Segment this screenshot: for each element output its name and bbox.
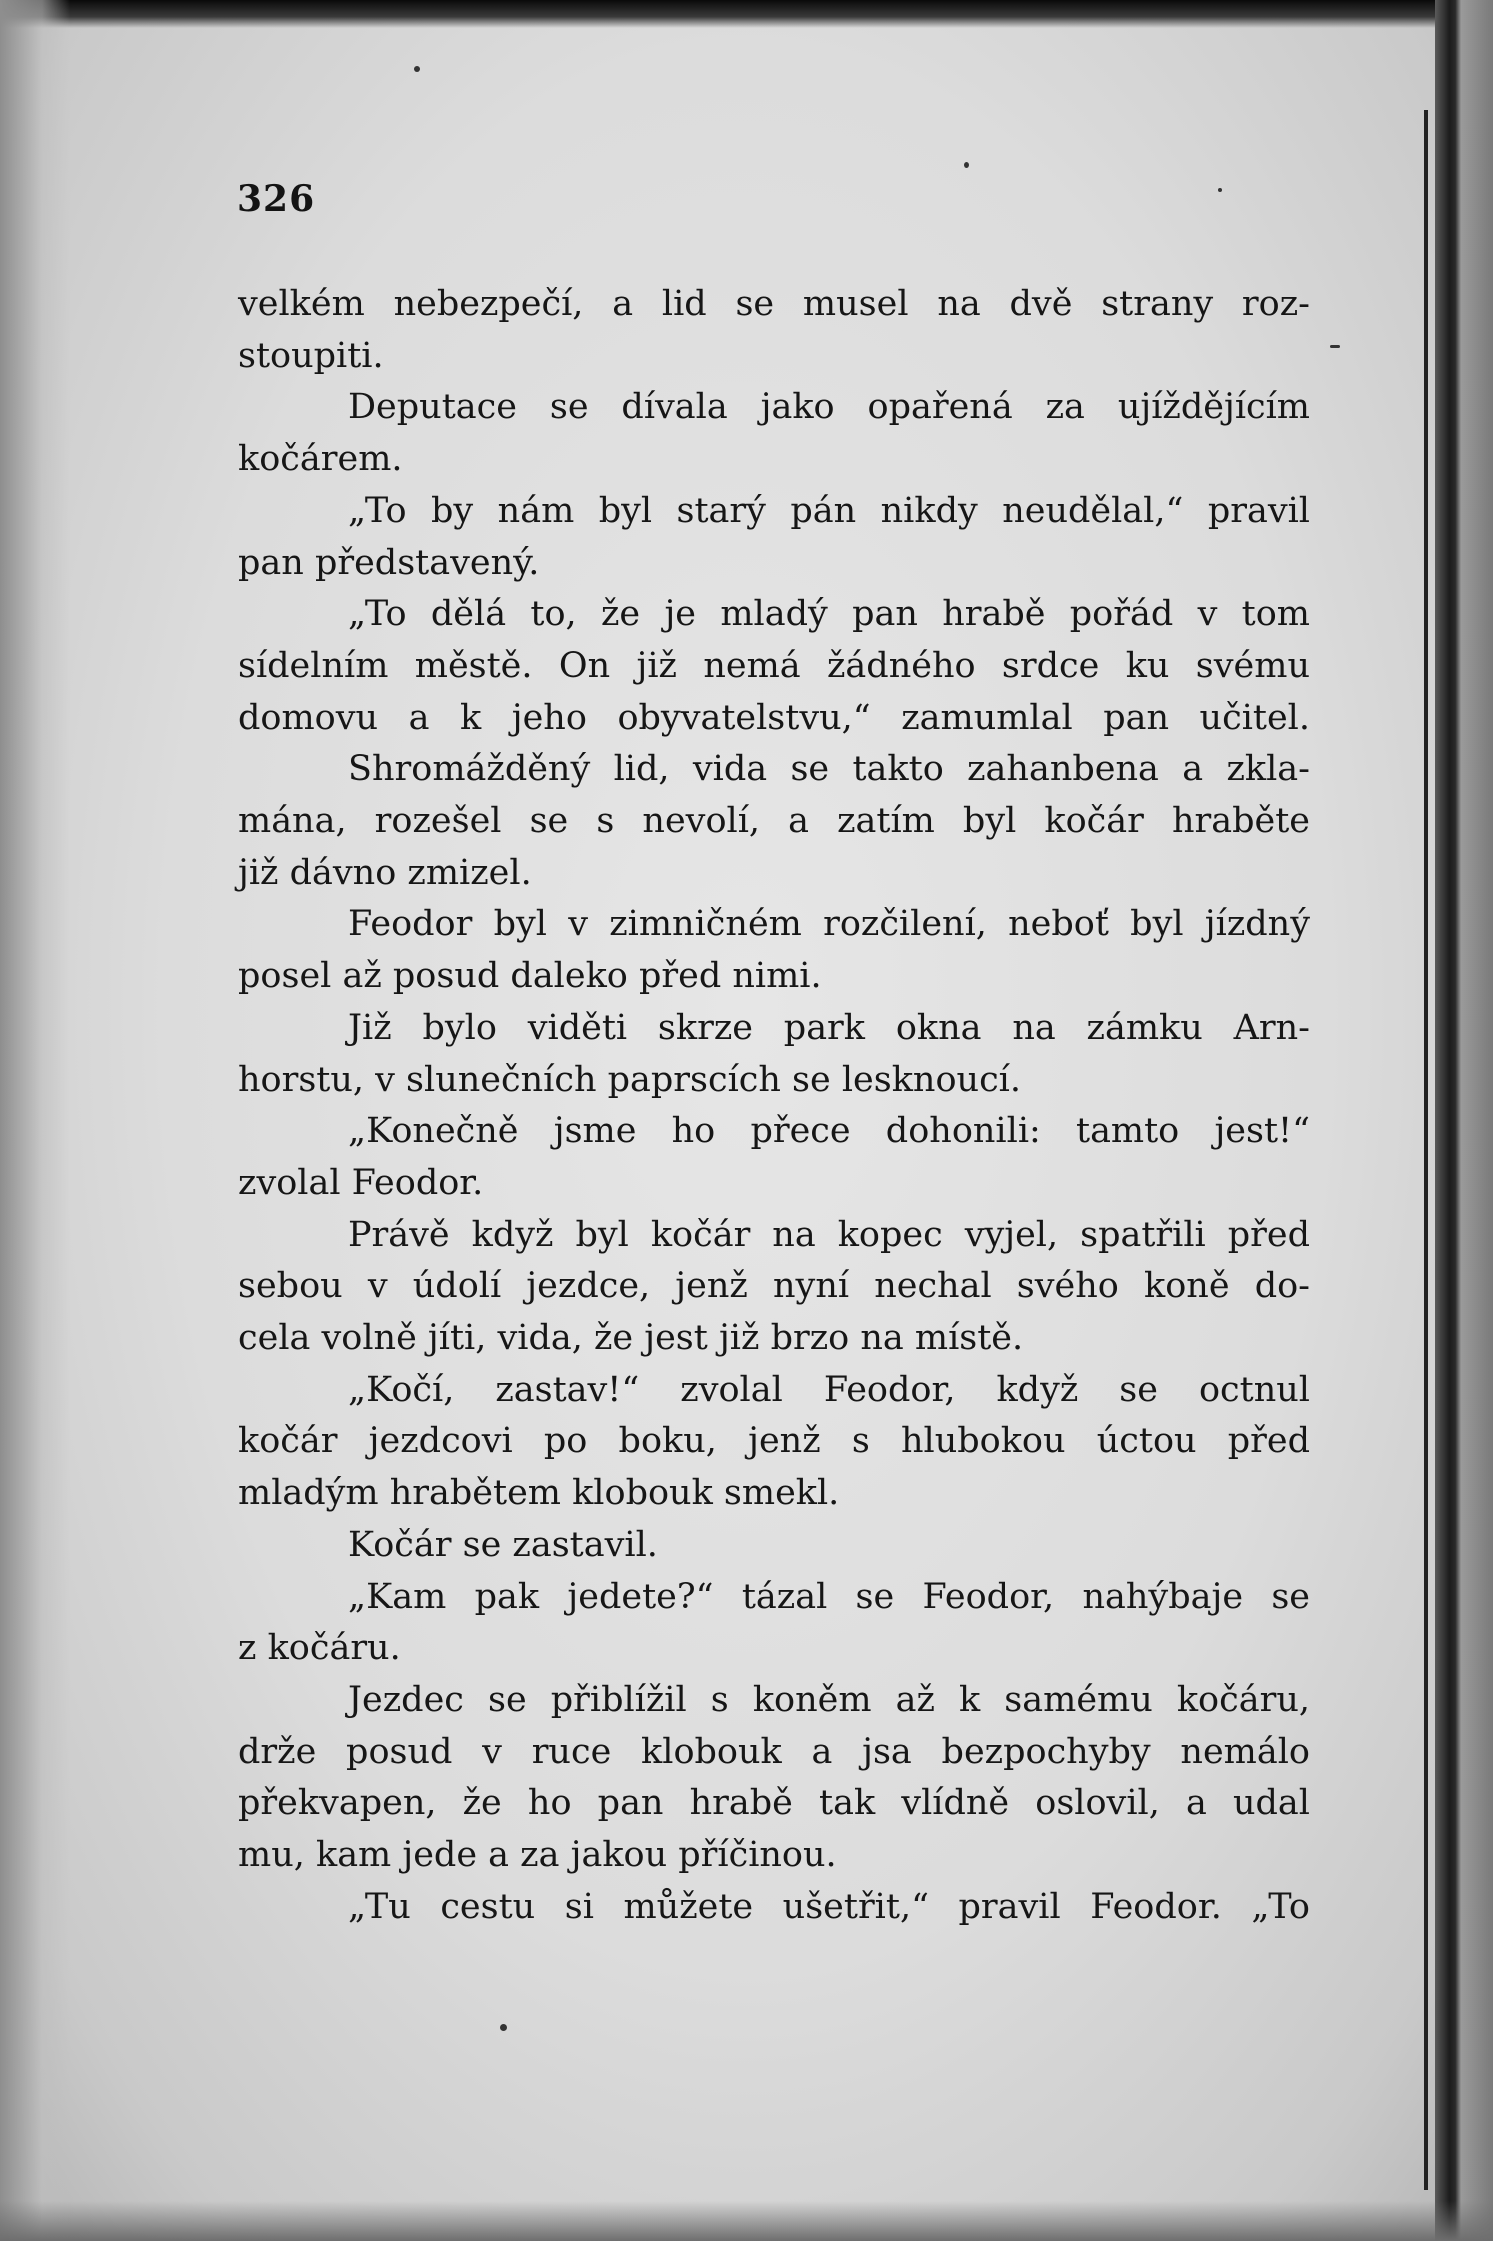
text-line: již dávno zmizel. xyxy=(238,852,532,893)
text-line: „Konečně jsme ho přece dohonili: tamto jest!“ xyxy=(348,1111,1310,1152)
text-line: Již bylo viděti skrze park okna na zámku Arn- xyxy=(348,1007,1310,1048)
text-line: Kočár se zastavil. xyxy=(348,1524,658,1565)
text-line: mladým hrabětem klobouk smekl. xyxy=(238,1473,840,1514)
text-line: posel až posud daleko před nimi. xyxy=(238,956,822,997)
text-line: Shromážděný lid, vida se takto zahanbena a zkla- xyxy=(348,749,1310,790)
text-line: horstu, v slunečních paprscích se lesknoucí. xyxy=(238,1059,1022,1100)
text-line: „To dělá to, že je mladý pan hrabě pořád v tom xyxy=(348,594,1310,635)
text-line: „Kam pak jedete?“ tázal se Feodor, nahýbaje se xyxy=(348,1576,1310,1617)
text-line: cela volně jíti, vida, že jest již brzo na místě. xyxy=(238,1318,1024,1358)
text-line: Právě když byl kočár na kopec vyjel, spatřili před xyxy=(348,1214,1310,1255)
text-line: Deputace se dívala jako opařená za ujíždějícím xyxy=(348,387,1310,428)
text-line: pan představený. xyxy=(238,542,540,583)
text-line: kočárem. xyxy=(238,439,403,480)
text-line: velkém nebezpečí, a lid se musel na dvě strany roz- xyxy=(238,284,1310,324)
text-line: Jezdec se přiblížil s koněm až k samému kočáru, xyxy=(348,1679,1310,1720)
page-number: 326 xyxy=(237,178,316,220)
text-line: „Tu cestu si můžete ušetřit,“ pravil Feodor. „To xyxy=(348,1886,1310,1927)
text-line: „To by nám byl starý pán nikdy neudělal,“ pravil xyxy=(348,490,1310,531)
text-line: zvolal Feodor. xyxy=(238,1162,484,1203)
text-line: stoupiti. xyxy=(238,335,384,376)
text-line: sídelním městě. On již nemá žádného srdce ku svému xyxy=(238,645,1310,686)
text-line: domovu a k jeho obyvatelstvu,“ zamumlal pan učitel. xyxy=(238,697,1310,738)
text-line: sebou v údolí jezdce, jenž nyní nechal svého koně do- xyxy=(238,1266,1310,1307)
text-line: překvapen, že ho pan hrabě tak vlídně oslovil, a udal xyxy=(238,1783,1310,1824)
text-line: kočár jezdcovi po boku, jenž s hlubokou úctou před xyxy=(238,1421,1310,1462)
text-line: Feodor byl v zimničném rozčilení, neboť byl jízdný xyxy=(348,904,1310,945)
text-line: „Kočí, zastav!“ zvolal Feodor, když se octnul xyxy=(348,1369,1310,1410)
text-line: z kočáru. xyxy=(238,1628,401,1669)
text-line: mána, rozešel se s nevolí, a zatím byl kočár hraběte xyxy=(238,801,1310,841)
text-line: mu, kam jede a za jakou příčinou. xyxy=(238,1835,837,1875)
text-line: drže posud v ruce klobouk a jsa bezpochyby nemálo xyxy=(238,1731,1310,1772)
